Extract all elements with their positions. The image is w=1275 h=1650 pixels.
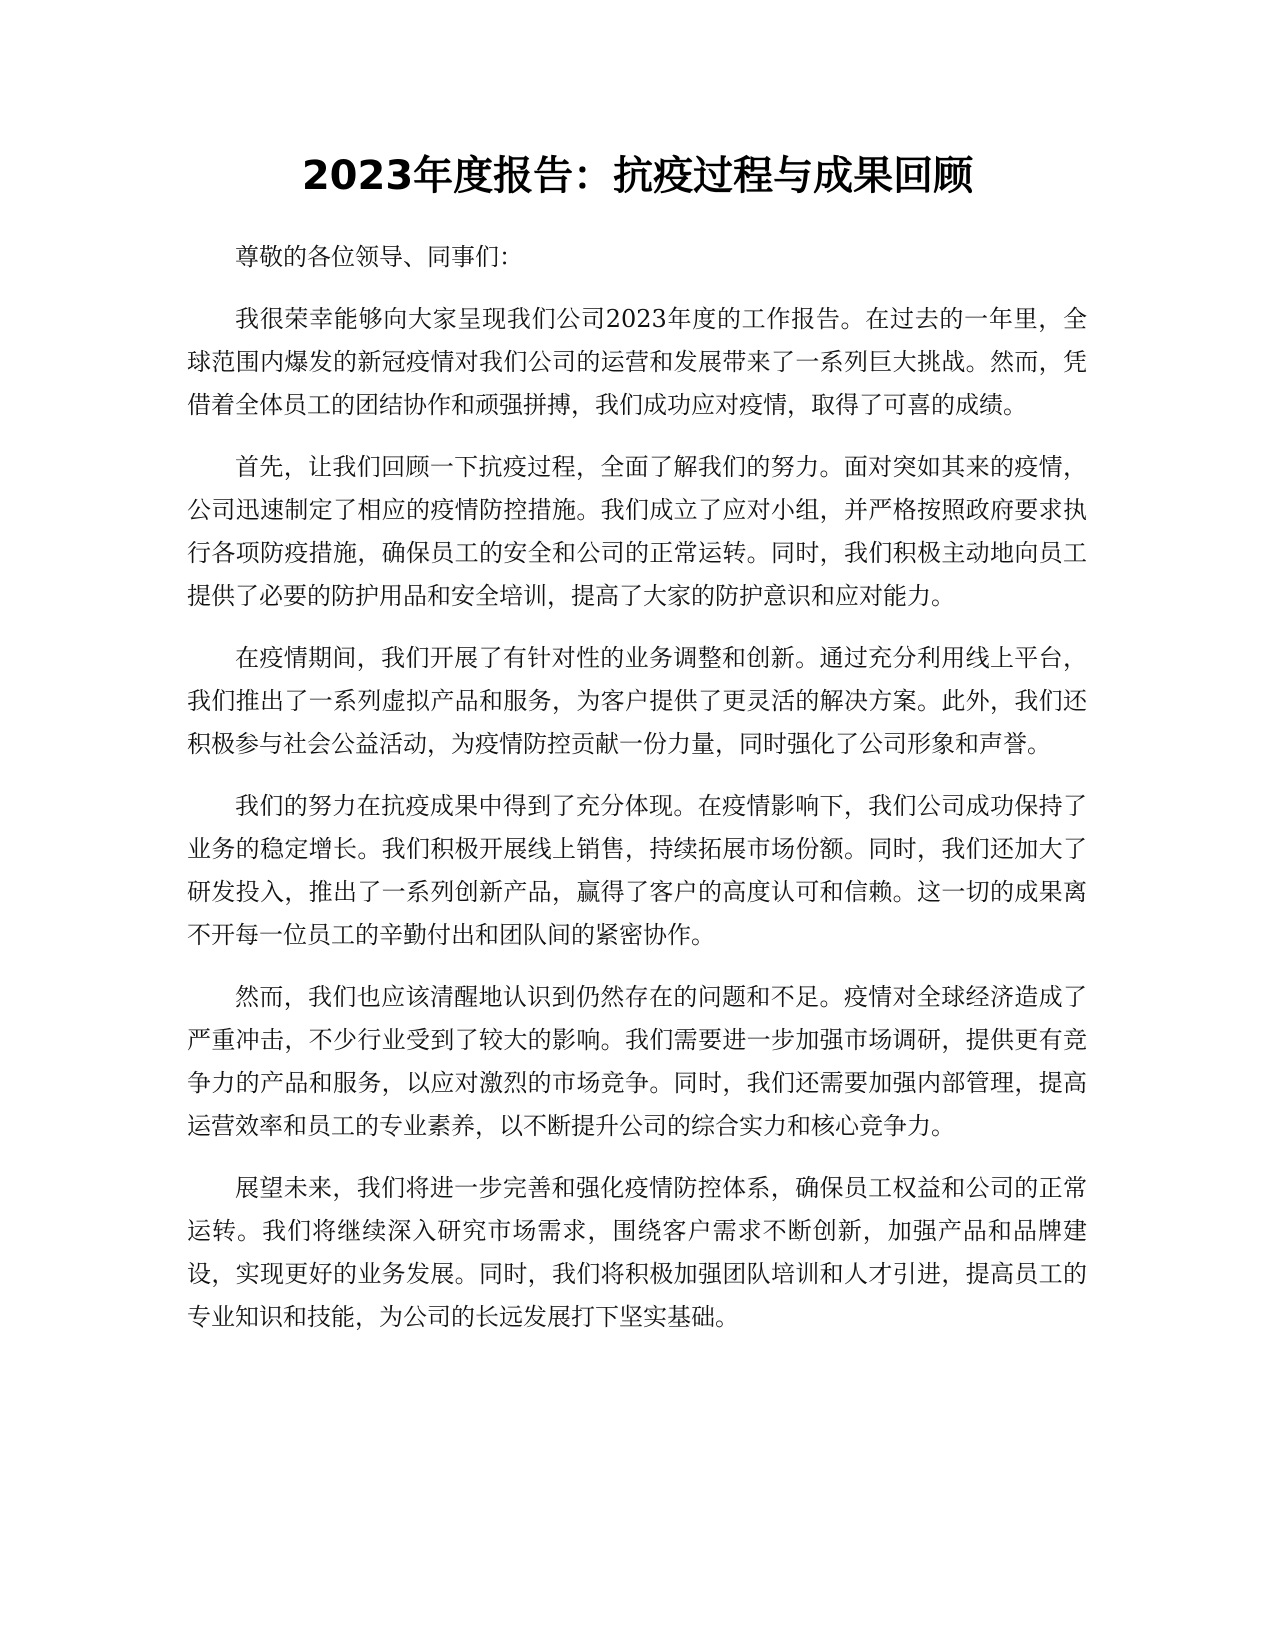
body-paragraph: 在疫情期间，我们开展了有针对性的业务调整和创新。通过充分利用线上平台，我们推出了一系列虚拟产品和服务，为客户提供了更灵活的解决方案。此外，我们还积极参与社会公益活动，为疫情防控贡献一份力量，同时强化了公司形象和声誉。 <box>187 644 1087 758</box>
greeting-paragraph: 尊敬的各位领导、同事们： <box>235 243 523 271</box>
body-paragraph: 然而，我们也应该清醒地认识到仍然存在的问题和不足。疫情对全球经济造成了严重冲击，不少行业受到了较大的影响。我们需要进一步加强市场调研，提供更有竞争力的产品和服务，以应对激烈的市场竞争。同时，我们还需要加强内部管理，提高运营效率和员工的专业素养，以不断提升公司的综合实力和核心竞争力。 <box>187 983 1087 1140</box>
document-title: 2023年度报告：抗疫过程与成果回顾 <box>301 153 974 199</box>
body-paragraph: 展望未来，我们将进一步完善和强化疫情防控体系，确保员工权益和公司的正常运转。我们将继续深入研究市场需求，围绕客户需求不断创新，加强产品和品牌建设，实现更好的业务发展。同时，我们将积极加强团队培训和人才引进，提高员工的专业知识和技能，为公司的长远发展打下坚实基础。 <box>187 1174 1087 1331</box>
body-paragraph: 我很荣幸能够向大家呈现我们公司2023年度的工作报告。在过去的一年里，全球范围内爆发的新冠疫情对我们公司的运营和发展带来了一系列巨大挑战。然而，凭借着全体员工的团结协作和顽强拼搏，我们成功应对疫情，取得了可喜的成绩。 <box>187 305 1087 419</box>
document-body <box>187 236 1087 1358</box>
body-paragraph: 我们的努力在抗疫成果中得到了充分体现。在疫情影响下，我们公司成功保持了业务的稳定增长。我们积极开展线上销售，持续拓展市场份额。同时，我们还加大了研发投入，推出了一系列创新产品，赢得了客户的高度认可和信赖。这一切的成果离不开每一位员工的辛勤付出和团队间的紧密协作。 <box>187 792 1087 949</box>
body-paragraph: 首先，让我们回顾一下抗疫过程，全面了解我们的努力。面对突如其来的疫情，公司迅速制定了相应的疫情防控措施。我们成立了应对小组，并严格按照政府要求执行各项防疫措施，确保员工的安全和公司的正常运转。同时，我们积极主动地向员工提供了必要的防护用品和安全培训，提高了大家的防护意识和应对能力。 <box>187 453 1087 610</box>
